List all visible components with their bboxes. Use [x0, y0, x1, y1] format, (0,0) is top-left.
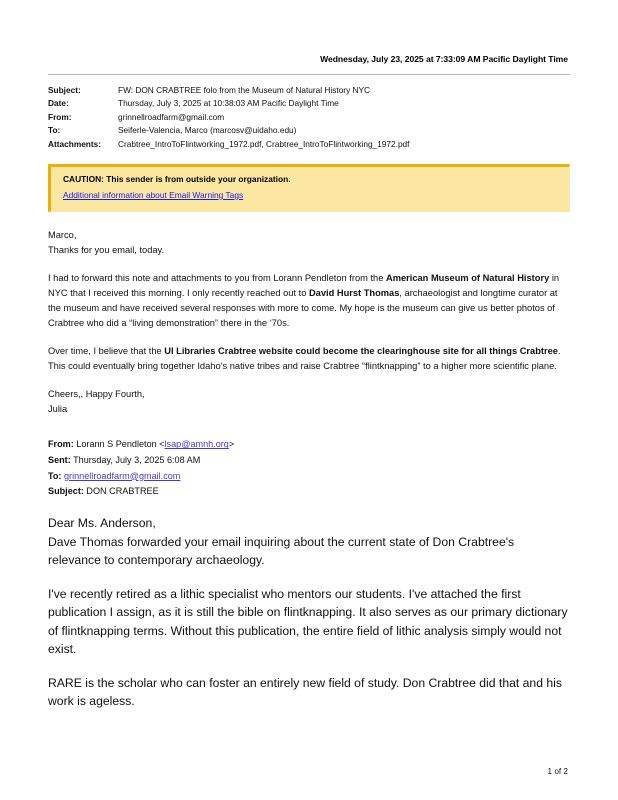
quoted-greeting-block	[48, 514, 570, 570]
fwd-p1-part1: I had to forward this note and attachments to you from Lorann Pendleton from the	[48, 273, 386, 284]
header-value-attachments[interactable]: Crabtree_IntroToFlintworking_1972.pdf, Crabtree_IntroToFlintworking_1972.pdf	[118, 138, 410, 149]
fwd-signoff: Cheers,, Happy Fourth,	[48, 389, 145, 400]
quoted-label-to: To:	[48, 470, 62, 481]
quoted-from-close: >	[228, 439, 235, 450]
fwd-paragraph-1	[48, 271, 570, 331]
header-row-date	[48, 96, 570, 109]
header-label-attachments: Attachments:	[48, 138, 102, 149]
document-timestamp: Wednesday, July 23, 2025 at 7:33:09 AM Pacific Daylight Time	[320, 54, 568, 64]
header-value-subject: FW: DON CRABTREE folo from the Museum of Natural History NYC	[118, 84, 371, 95]
header-label-to: To:	[48, 125, 61, 136]
quoted-label-subject: Subject:	[48, 486, 84, 497]
fwd-p1-part3: , archaeologist and longtime curator at the museum and have received several responses with more to come. My hope is the museum can give us better photos of Crabtree who did a “living demonstration” there in the ‘70s.	[48, 288, 558, 329]
fwd-p1-bold1: American Museum of Natural History	[385, 273, 550, 284]
header-row-from	[48, 110, 570, 123]
quoted-greeting: Dear Ms. Anderson,	[48, 515, 156, 530]
fwd-paragraph-2	[48, 344, 570, 374]
fwd-greeting-line2: Thanks for you email, today.	[48, 244, 165, 255]
quoted-to-email-link[interactable]: grinnellroadfarm@gmail.com	[64, 470, 181, 481]
fwd-greeting: Marco,	[48, 229, 77, 240]
header-label-subject: Subject:	[48, 84, 81, 95]
fwd-p1-bold2: David Hurst Thomas	[308, 288, 400, 299]
quoted-subject-row	[48, 484, 570, 500]
fwd-p2-bold1: UI Libraries Crabtree website could become the clearinghouse site for all things Crabtree	[164, 346, 558, 357]
header-value-from: grinnellroadfarm@gmail.com	[118, 111, 225, 122]
page-number-footer: 1 of 2	[547, 767, 568, 776]
quoted-paragraph-1: I've recently retired as a lithic specialist who mentors our students. I've attached the first publication I assign, as it is still the bible on flintknapping. It also serves as our primary dictionary of flintknapping terms. Without this publication, the entire field of lithic analysis simply would not exist.	[48, 586, 568, 657]
email-header-fields	[48, 83, 570, 150]
quoted-greeting-line2: Dave Thomas forwarded your email inquiring about the current state of Don Crabtree's relevance to contemporary archaeology.	[48, 534, 515, 568]
header-value-to: Seiferle-Valencia, Marco (marcosv@uidaho.edu)	[118, 125, 297, 136]
quoted-email-header	[48, 437, 570, 500]
quoted-from-email-link[interactable]: lsap@amnh.org	[164, 439, 229, 450]
fwd-p1-part2: in NYC that I received this morning. I only recently reached out to	[48, 273, 560, 299]
header-row-attachments	[48, 137, 570, 150]
quoted-subject-value: DON CRABTREE	[86, 486, 159, 497]
fwd-p2-part2: . This could eventually bring together Idaho’s native tribes and raise Crabtree “flintknapping” to a higher more scientific plane.	[48, 346, 561, 372]
header-label-date: Date:	[48, 98, 69, 109]
fwd-signature: Julia	[48, 404, 68, 415]
header-label-from: From:	[48, 111, 72, 122]
header-row-to	[48, 123, 570, 136]
fwd-greeting-block	[48, 228, 570, 258]
email-warning-tags-link[interactable]: Additional information about Email Warning Tags	[63, 189, 244, 200]
quoted-label-sent: Sent:	[48, 455, 71, 466]
quoted-email-body	[48, 514, 570, 711]
quoted-paragraph-2: RARE is the scholar who can foster an entirely new field of study. Don Crabtree did that and his work is ageless.	[48, 675, 562, 709]
quoted-sent-value: Thursday, July 3, 2025 6:08 AM	[73, 455, 201, 466]
fwd-p2-part1: Over time, I believe that the	[48, 346, 165, 357]
header-row-subject	[48, 83, 570, 96]
quoted-from-name: Lorann S Pendleton <	[76, 439, 165, 450]
quoted-from-row	[48, 437, 570, 453]
quoted-sent-row	[48, 453, 570, 469]
quoted-to-row	[48, 469, 570, 485]
fwd-signoff-block	[48, 387, 570, 417]
header-value-date: Thursday, July 3, 2025 at 10:38:03 AM Pacific Daylight Time	[118, 98, 339, 109]
external-sender-warning-banner	[48, 164, 570, 212]
quoted-label-from: From:	[48, 439, 74, 450]
header-divider	[48, 74, 570, 75]
caution-title: CAUTION: This sender is from outside your organization.	[63, 174, 291, 185]
forwarded-message-body	[48, 228, 570, 417]
